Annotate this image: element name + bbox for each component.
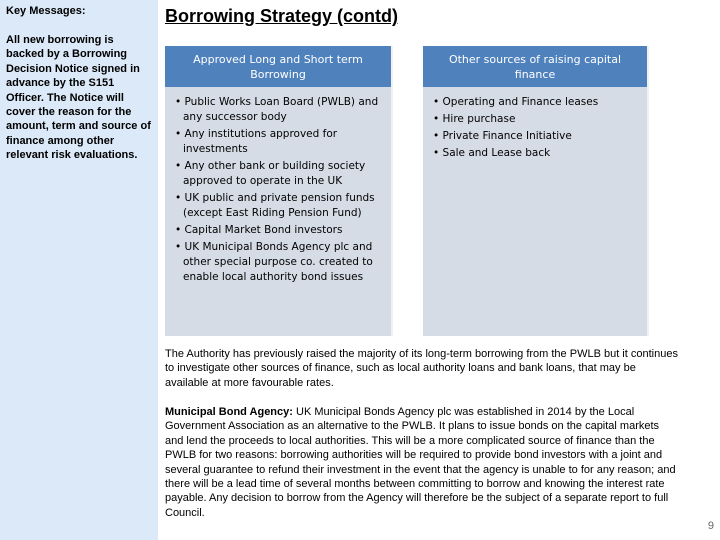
key-messages-heading: Key Messages: <box>6 5 86 17</box>
other-sources-header: Other sources of raising capital finance <box>423 46 647 87</box>
page-title: Borrowing Strategy (contd) <box>165 6 398 26</box>
list-item: • Sale and Lease back <box>433 146 639 161</box>
list-item: • Any institutions approved for investments <box>175 127 383 157</box>
municipal-bond-paragraph <box>165 405 680 520</box>
list-item: • Public Works Loan Board (PWLB) and any successor body <box>175 95 383 125</box>
approved-borrowing-header: Approved Long and Short term Borrowing <box>165 46 391 87</box>
municipal-bond-lead: Municipal Bond Agency: <box>165 406 293 418</box>
approved-borrowing-box <box>165 46 393 336</box>
list-item: • UK public and private pension funds (except East Riding Pension Fund) <box>175 191 383 221</box>
list-item: • Private Finance Initiative <box>433 129 639 144</box>
list-item: • Any other bank or building society approved to operate in the UK <box>175 159 383 189</box>
key-messages-panel <box>0 0 158 540</box>
list-item: • Capital Market Bond investors <box>175 223 383 238</box>
page-number: 9 <box>707 520 714 532</box>
key-messages-body: All new borrowing is backed by a Borrowing Decision Notice signed in advance by the S151 Officer. The Notice will cover the reason for the amount, term and source of finance among other relevant risk evaluations. <box>6 34 151 162</box>
other-sources-box <box>423 46 649 336</box>
list-item: • UK Municipal Bonds Agency plc and other special purpose co. created to enable local authority bond issues <box>175 240 383 285</box>
list-item: • Hire purchase <box>433 112 639 127</box>
list-item: • Operating and Finance leases <box>433 95 639 110</box>
municipal-bond-text: UK Municipal Bonds Agency plc was established in 2014 by the Local Government Association as an alternative to the PWLB. It plans to issue bonds on the capital markets and lend the proceeds to local authorities. This will be a more complicated source of finance than the PWLB for two reasons: borrowing authorities will be required to provide bond investors with a joint and several guarantee to refund their investment in the event that the agency is unable to for any reason; and there will be a lead time of several months between committing to borrow and knowing the interest rate payable. Any decision to borrow from the Agency will therefore be the subject of a separate report to full Council. <box>165 406 676 519</box>
pwlb-paragraph: The Authority has previously raised the majority of its long-term borrowing from the PWLB but it continues to investigate other sources of finance, such as local authority loans and bank loans, that may be available at more favourable rates. <box>165 348 678 389</box>
